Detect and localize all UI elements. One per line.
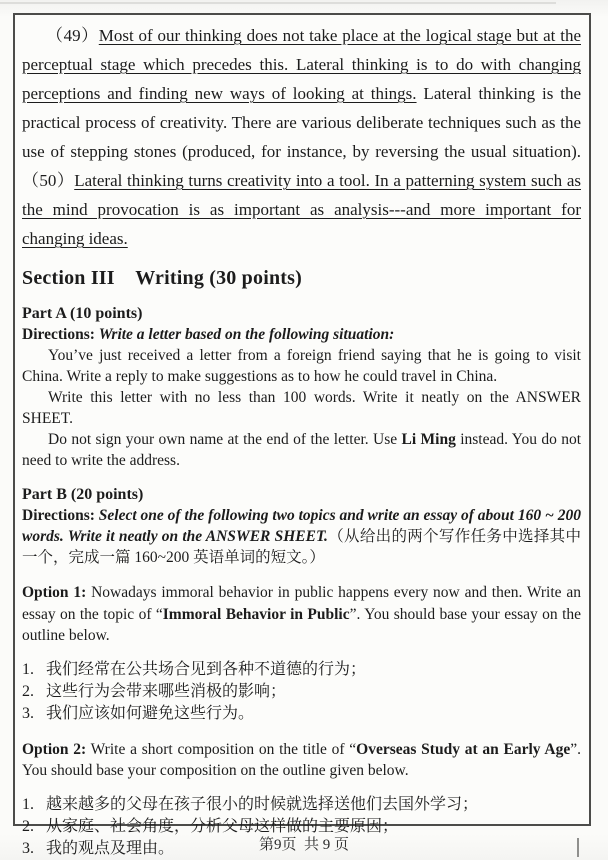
question-50-number: （50）: [22, 171, 75, 190]
translation-passage: [22, 19, 581, 253]
passage-middle-text: Lateral thinking is the practical process of creativity. There are various deliberate techniques such as the use of stepping stones (produced, for instance, by reversing the usual situation).: [22, 84, 581, 161]
option-1-topic-title: Immoral Behavior in Public: [162, 605, 350, 623]
directions-chinese-note: （从给出的两个写作任务中选择其中一个，完成一篇 160~200 英语单词的短文。）: [22, 528, 581, 566]
option-2-paragraph: [22, 739, 581, 782]
outline-item-number: 1.: [22, 660, 34, 678]
page-number-footer: 第9页 共 9 页: [258, 837, 349, 853]
option-2-topic-title: Overseas Study at an Early Age: [356, 740, 571, 758]
directions-label: Directions:: [22, 507, 99, 524]
option-1-label: Option 1:: [22, 584, 87, 601]
part-a-directions: [22, 324, 581, 345]
outline-item-number: 2.: [22, 817, 34, 835]
option-1-outline: [22, 659, 581, 725]
option-1-paragraph: [22, 582, 581, 647]
question-49-underlined-text: Most of our thinking does not take place at the logical stage but at the perceptual stage which precedes this. Lateral thinking is to do with changing perceptions and finding new ways of looking at things.: [22, 26, 581, 103]
part-a-block: [22, 303, 581, 471]
outline-item: [22, 659, 581, 681]
question-49-number: （49）: [46, 26, 99, 45]
directions-text: Write a letter based on the following situation:: [98, 326, 395, 343]
outline-item-text: 从家庭、社会角度，分析父母这样做的主要原因；: [46, 817, 399, 835]
option-2-label: Option 2:: [22, 740, 87, 758]
section-iii-heading: Section III Writing (30 points): [22, 267, 302, 289]
question-50-underlined-text: Lateral thinking turns creativity into a tool. In a patterning system such as the mind provocation is as important as analysis---and more important for changing ideas.: [22, 171, 581, 248]
outline-item-number: 1.: [22, 795, 34, 813]
option-2-text-tail: ”. You should base your composition on the outline given below.: [22, 740, 581, 779]
outline-item-text: 我的观点及理由。: [46, 839, 175, 857]
option-2-text: Write a short composition on the title of “: [86, 740, 357, 758]
part-b-block: [22, 484, 581, 568]
outline-item-text: 这些行为会带来哪些消极的影响；: [46, 682, 287, 700]
directions-label: Directions:: [22, 326, 99, 343]
option-1-text: Nowadays immoral behavior in public happens every now and then. Write an essay on the topic of “: [22, 584, 581, 623]
part-a-title: Part A (10 points): [22, 305, 143, 322]
scan-line-artifact: [577, 838, 579, 857]
scan-edge-artifact: [0, 2, 556, 4]
part-b-title: Part B (20 points): [22, 486, 144, 503]
part-a-paragraph-3: [22, 429, 581, 471]
outline-item-text: 我们应该如何避免这些行为。: [46, 704, 255, 722]
outline-item-text: 我们经常在公共场合见到各种不道德的行为；: [46, 660, 367, 678]
outline-item: [22, 703, 581, 725]
outline-item-number: 3.: [22, 704, 34, 722]
outline-item: [22, 681, 581, 703]
part-a-paragraph-1: You’ve just received a letter from a foreign friend saying that he is going to visit China. Write a reply to make suggestions as to how he could travel in China.: [22, 347, 581, 385]
outline-item-number: 2.: [22, 682, 34, 700]
part-b-directions: [22, 505, 581, 568]
directions-text: Select one of the following two topics and write an essay of about 160 ~ 200 words. Write it neatly on the ANSWER SHEET.: [22, 507, 581, 545]
outline-item-number: 3.: [22, 839, 34, 857]
part-a-paragraph-2: Write this letter with no less than 100 words. Write it neatly on the ANSWER SHEET.: [22, 389, 581, 427]
outline-item: [22, 794, 581, 816]
li-ming-name: Li Ming: [401, 431, 456, 448]
part-a-paragraph-3-tail: instead. You do not need to write the address.: [22, 431, 582, 469]
outline-item-text: 越来越多的父母在孩子很小的时候就选择送他们去国外学习；: [46, 795, 479, 813]
option-1-text-tail: ”. You should base your essay on the outline below.: [22, 605, 582, 644]
part-a-paragraph-3-text: Do not sign your own name at the end of the letter. Use: [48, 431, 402, 448]
